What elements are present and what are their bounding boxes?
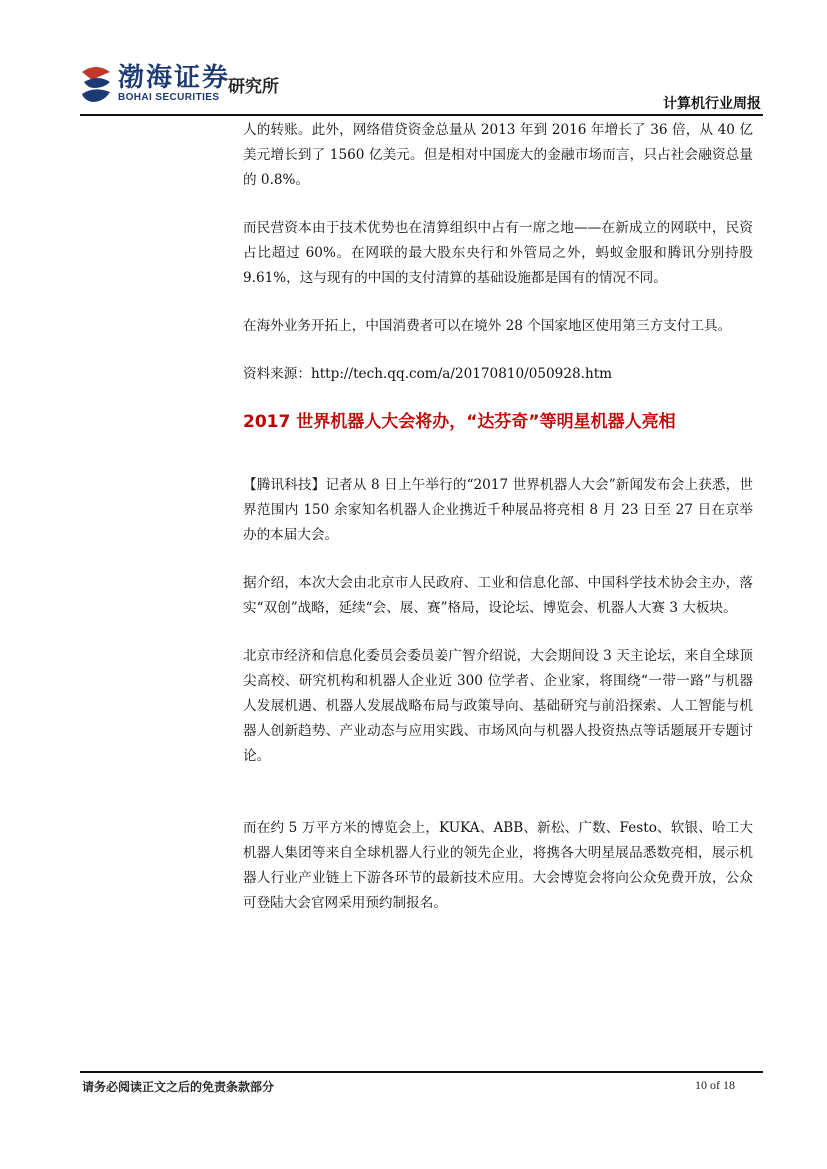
footer-divider [80,1071,763,1073]
main-content [243,118,753,916]
article2-paragraph-1: 【腾讯科技】记者从 8 日上午举行的“2017 世界机器人大会”新闻发布会上获悉，世界范围内 150 余家知名机器人企业携近千种展品将亮相 8 月 23 日至 27 日在京举办的本届大会。 [243,477,753,543]
bohai-logo-icon [78,64,114,104]
disclaimer-note: 请务必阅读正文之后的免责条款部分 [82,1080,275,1094]
section-heading-robot-conference: 2017 世界机器人大会将办，“达芬奇”等明星机器人亮相 [243,412,676,432]
article1-source: 资料来源：http://tech.qq.com/a/20170810/050928.htm [243,366,613,382]
page-number: 10 of 18 [695,1078,735,1092]
report-title: 计算机行业周报 [663,96,761,112]
article1-paragraph-1: 人的转账。此外，网络借贷资金总量从 2013 年到 2016 年增长了 36 倍，从 40 亿美元增长到了 1560 亿美元。但是相对中国庞大的金融市场而言，只占社会融资总量的 0.8%。 [243,122,753,188]
blank-gap [243,769,753,816]
article1-paragraph-3: 在海外业务开拓上，中国消费者可以在境外 28 个国家地区使用第三方支付工具。 [243,318,732,334]
article2-paragraph-4: 而在约 5 万平方米的博览会上，KUKA、ABB、新松、广数、Festo、软银、哈工大机器人集团等来自全球机器人行业的领先企业，将携各大明星展品悉数亮相，展示机器人行业产业链上下游各环节的最新技术应用。大会博览会将向公众免费开放，公众可登陆大会官网采用预约制报名。 [243,820,753,911]
article2-paragraph-3: 北京市经济和信息化委员会委员姜广智介绍说，大会期间设 3 天主论坛，来自全球顶尖高校、研究机构和机器人企业近 300 位学者、企业家，将围绕“一带一路”与机器人发展机遇、机器人发展战略布局与政策导向、基础研究与前沿探索、人工智能与机器人创新趋势、产业动态与应用实践、市场风向与机器人投资热点等话题展开专题讨论。 [243,648,753,764]
logo-chinese-name: 渤海证券 [118,63,231,93]
header-divider [80,114,763,116]
logo-english-name: BOHAI SECURITIES [118,92,220,103]
institute-label: 研究所 [228,77,279,97]
article1-paragraph-2: 而民营资本由于技术优势也在清算组织中占有一席之地——在新成立的网联中，民资占比超过 60%。在网联的最大股东央行和外管局之外，蚂蚁金服和腾讯分别持股 9.61%，这与现有的中国的支付清算的基础设施都是国有的情况不同。 [243,220,753,286]
article2-paragraph-2: 据介绍，本次大会由北京市人民政府、工业和信息化部、中国科学技术协会主办，落实“双创”战略，延续“会、展、赛”格局，设论坛、博览会、机器人大赛 3 大板块。 [243,575,753,616]
